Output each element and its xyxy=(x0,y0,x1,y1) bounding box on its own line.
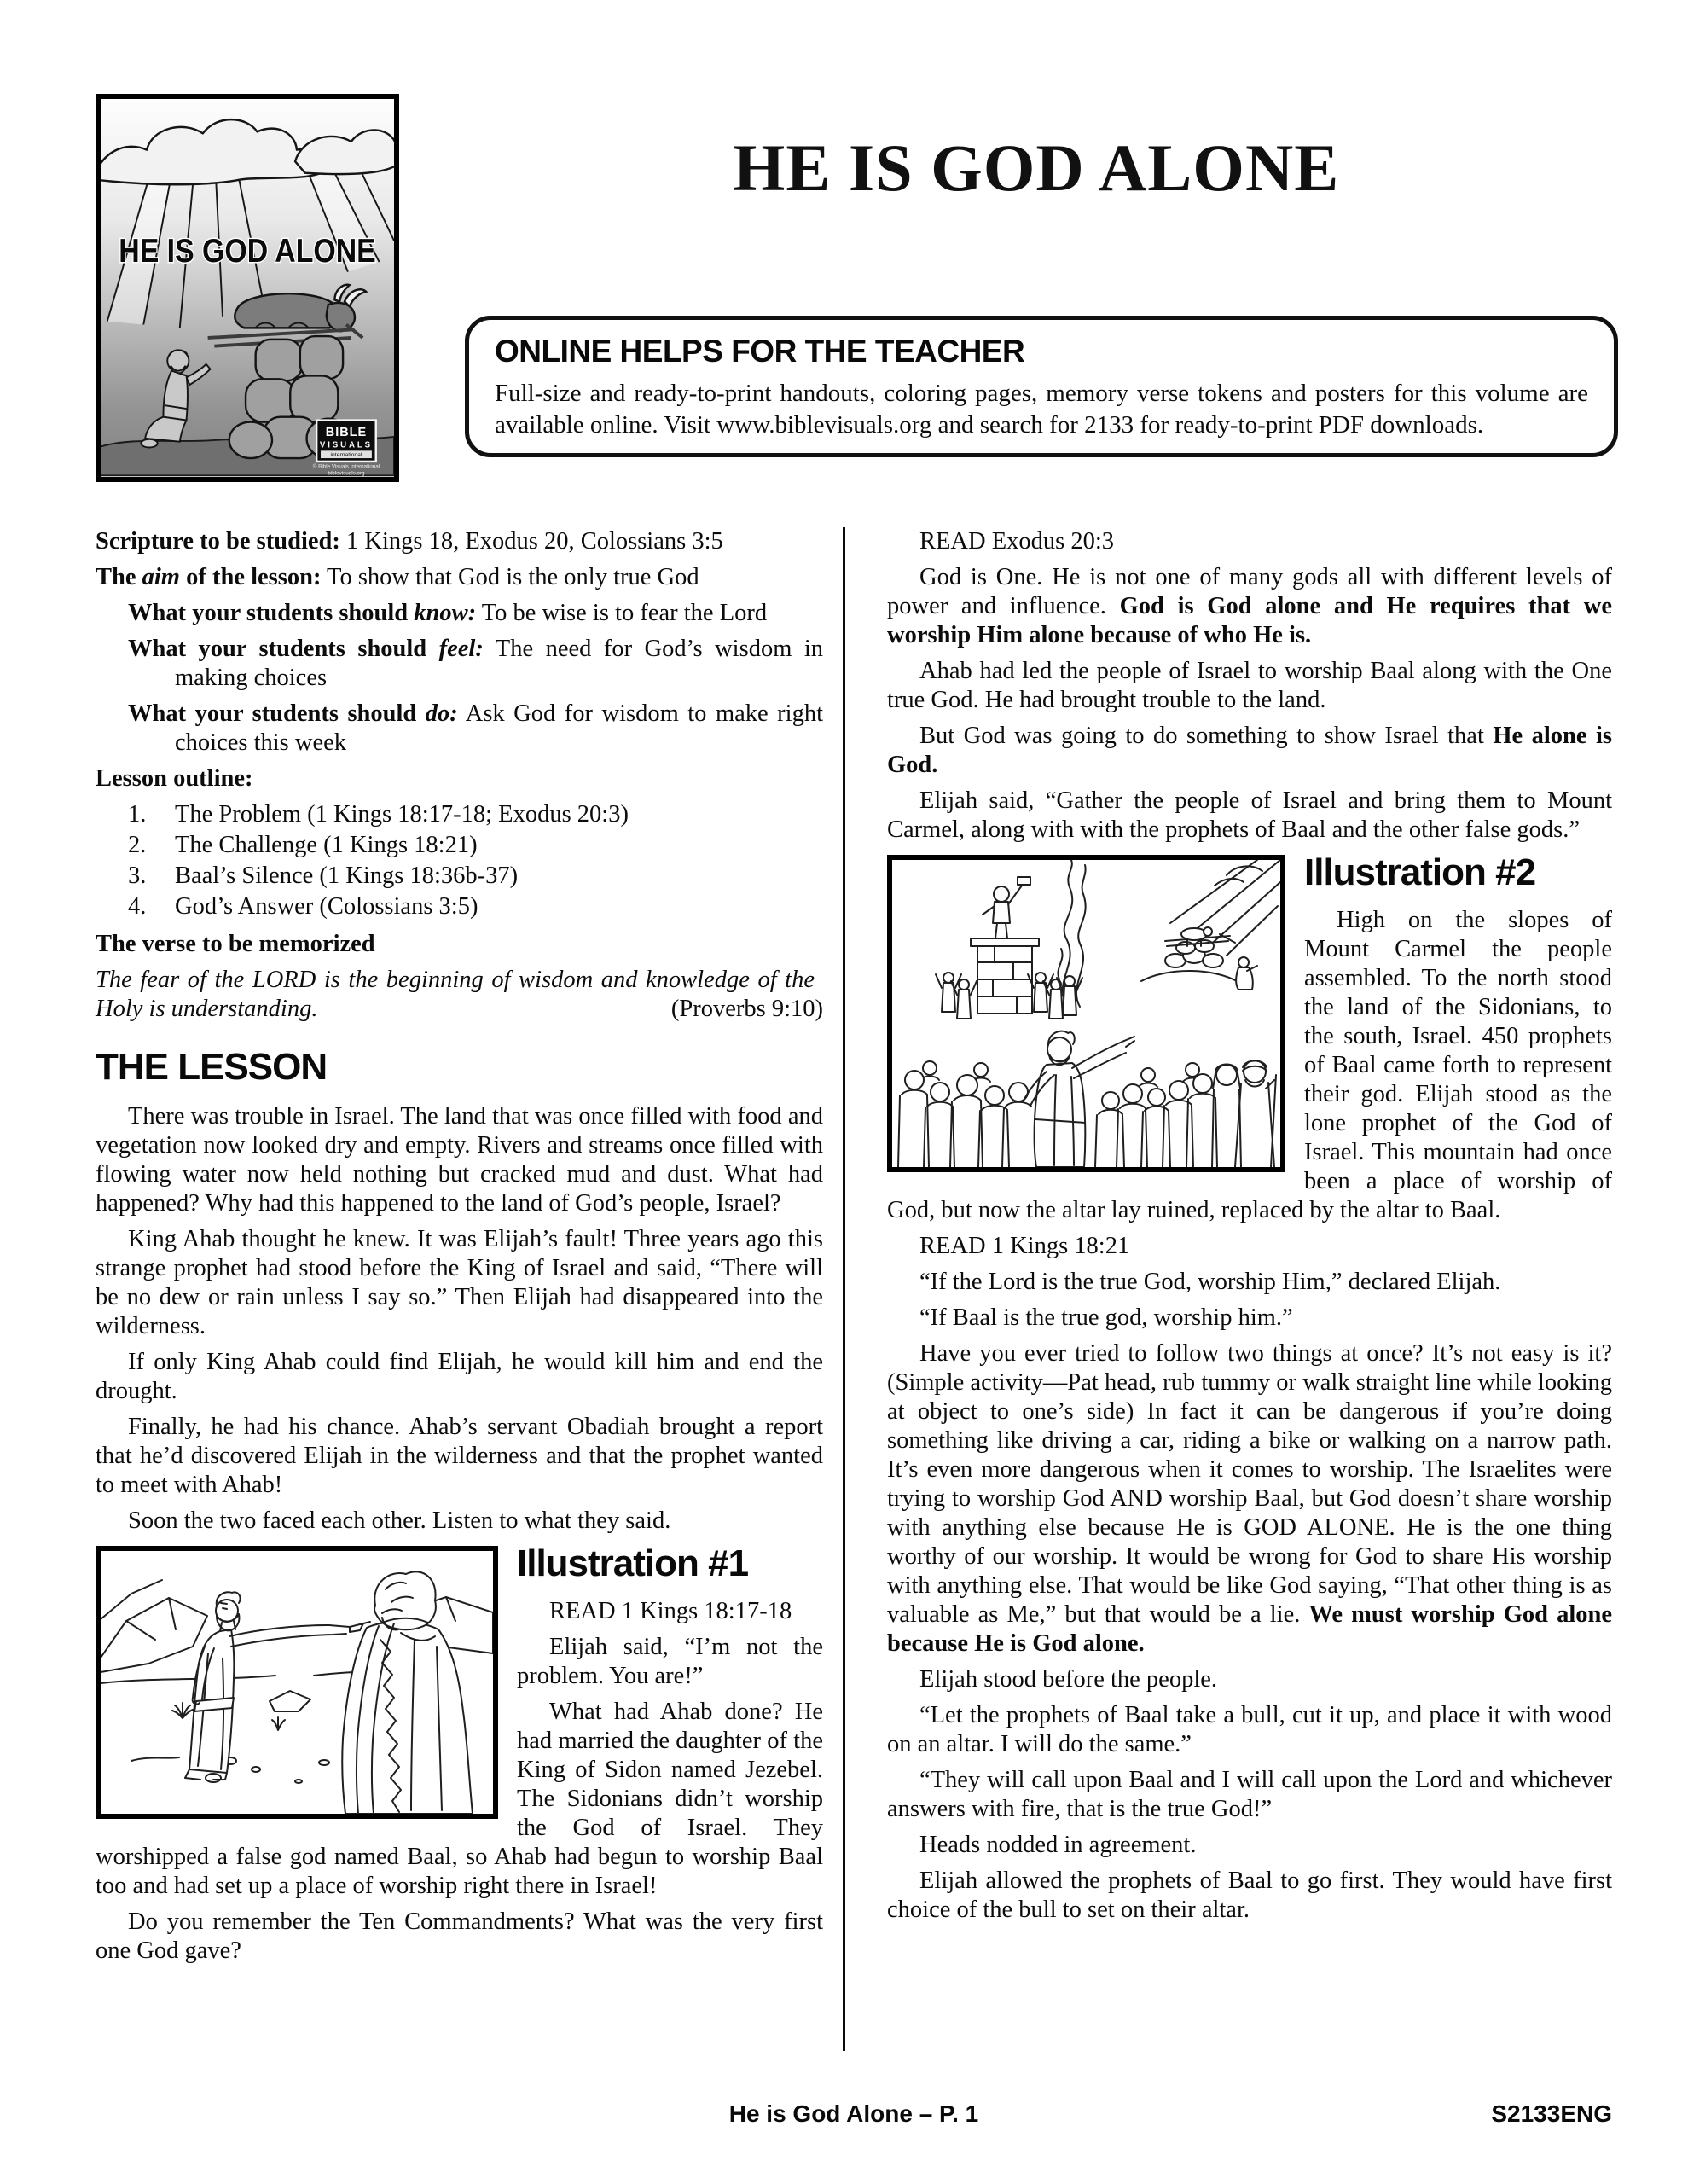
outline-item-number: 2. xyxy=(128,832,147,858)
feel-label: What your students should xyxy=(128,636,439,662)
know-value: To be wise is to fear the Lord xyxy=(476,600,768,626)
page-title: HE IS GOD ALONE xyxy=(733,131,1340,205)
outline-item xyxy=(96,800,823,829)
illustration-1-paragraph: Elijah said, “I’m not the problem. You are!” xyxy=(517,1634,823,1689)
memory-verse-text: The fear of the LORD is the beginning of wisdom and knowledge of the Holy is understanding. xyxy=(96,967,815,1022)
lesson-paragraph: King Ahab thought he knew. It was Elijah’s fault! Three years ago this strange prophet had stood before the King of Israel and said, “There will be no dew or rain unless I say so.” Then Elijah had disappeared into the wilderness. xyxy=(96,1226,823,1339)
aim-label-post: of the lesson: xyxy=(179,564,322,590)
illustration-2-image xyxy=(887,855,1285,1172)
scripture-label: Scripture to be studied: xyxy=(96,528,340,555)
paragraph-text: Have you ever tried to follow two things at once? It’s not easy is it? (Simple activity—Pat head, rub tummy or walk straight line while looking at object to one’s side) In fact it can be dangerous if you’re doing something like driving a car, riding a bike or walking on a narrow path. It’s even more dangerous when it comes to worship. The Israelites were trying to worship God AND worship Baal, but God doesn’t share worship with anything else because He is GOD ALONE. He is the one thing worthy of our worship. It would be wrong for God to share His worship with anything else. That would be like God saying, “That other thing is as valuable as Me,” but that would be a lie. xyxy=(887,1340,1612,1628)
lesson-outline xyxy=(96,800,823,921)
bible-visuals-logo xyxy=(313,421,380,477)
cover-art xyxy=(101,99,394,477)
do-label-em: do: xyxy=(425,700,458,727)
feel-label-em: feel: xyxy=(438,636,484,662)
know-label-em: know: xyxy=(414,600,477,626)
quote-paragraph: “If Baal is the true god, worship him.” xyxy=(919,1304,1293,1331)
cover-title: HE IS GOD ALONE xyxy=(119,233,376,270)
mount-carmel-assembly-drawing xyxy=(892,860,1280,1167)
body-paragraph xyxy=(887,563,1612,650)
cover-site: biblevisuals.org xyxy=(328,470,365,477)
illustration-1-paragraph: What had Ahab done? He had married the daughter of the King of Sidon named Jezebel. The Sidonians didn’t worship the God of Israel. They worshipped a false god named Baal, so Ahab had begun to worship Baal too and had set up a place of worship right there in Israel! xyxy=(96,1699,823,1899)
lesson-paragraph: Soon the two faced each other. Listen to what they said. xyxy=(128,1507,671,1534)
illustration-1-block xyxy=(96,1542,823,1972)
body-paragraph: Heads nodded in agreement. xyxy=(919,1832,1197,1858)
memory-verse-reference: (Proverbs 9:10) xyxy=(670,996,823,1022)
body-paragraph xyxy=(887,1339,1612,1658)
header xyxy=(0,0,1682,519)
footer-title: He is God Alone – P. 1 xyxy=(728,2100,979,2127)
body-paragraph xyxy=(887,722,1612,780)
body-paragraph: Ahab had led the people of Israel to worship Baal along with the One true God. He had brought trouble to the land. xyxy=(887,658,1612,713)
outline-item-text: The Challenge (1 Kings 18:21) xyxy=(175,832,478,858)
quote-paragraph: “Let the prophets of Baal take a bull, cut it up, and place it with wood on an altar. I will do the same.” xyxy=(887,1702,1612,1757)
quote-paragraph: “They will call upon Baal and I will call upon the Lord and whichever answers with fire, that is the true God!” xyxy=(887,1767,1612,1822)
outline-item-text: Baal’s Silence (1 Kings 18:36b-37) xyxy=(175,863,519,889)
outline-item-number: 4. xyxy=(128,893,147,920)
body-paragraph: Elijah allowed the prophets of Baal to go first. They would have first choice of the bull to set on their altar. xyxy=(887,1867,1612,1923)
do-label: What your students should xyxy=(128,700,426,727)
aim-label-em: aim xyxy=(142,564,180,590)
illustration-2-heading: Illustration #2 xyxy=(1304,851,1536,893)
outline-label: Lesson outline: xyxy=(96,765,253,792)
lesson-paragraph: Finally, he had his chance. Ahab’s servant Obadiah brought a report that he’d discovered Elijah in the wilderness and that the prophet wanted to meet with Ahab! xyxy=(96,1414,823,1498)
outline-item xyxy=(96,892,823,921)
memory-verse xyxy=(96,966,823,1024)
outline-item-text: The Problem (1 Kings 18:17-18; Exodus 20:3) xyxy=(175,801,629,828)
read-reference: READ Exodus 20:3 xyxy=(919,528,1114,555)
know-label: What your students should xyxy=(128,600,415,626)
elijah-confronts-ahab-drawing xyxy=(101,1551,493,1814)
paragraph-emphasis: He alone is God. xyxy=(887,723,1613,778)
aim-label-pre: The xyxy=(96,564,142,590)
outline-item xyxy=(96,862,823,891)
two-column-body xyxy=(0,527,1682,2051)
students-feel-line xyxy=(96,635,823,693)
cover-copyright: © Bible Visuals International xyxy=(312,463,380,470)
logo-word-bible: BIBLE xyxy=(325,425,368,439)
outline-item-text: God’s Answer (Colossians 3:5) xyxy=(175,893,478,920)
illustration-1-paragraph: Do you remember the Ten Commandments? What was the very first one God gave? xyxy=(96,1908,823,1964)
scripture-value: 1 Kings 18, Exodus 20, Colossians 3:5 xyxy=(339,528,723,555)
left-column xyxy=(96,527,845,2051)
illustration-2-paragraph: High on the slopes of Mount Carmel the people assembled. To the north stood the land of the Sidonians, to the south, Israel. 450 prophets of Baal came forth to represent their god. Elijah stood as the lone prophet of the God of Israel. This mountain had once been a place of worship of God, but now the altar lay ruined, replaced by the altar to Baal. xyxy=(887,907,1612,1223)
online-helps-box xyxy=(465,316,1618,457)
scripture-line xyxy=(96,527,823,556)
aim-line xyxy=(96,563,823,592)
feel-value: The need for God’s wisdom in making choices xyxy=(175,636,823,691)
body-paragraph: Elijah said, “Gather the people of Israel and bring them to Mount Carmel, along with with the prophets of Baal and the other false gods.” xyxy=(887,787,1612,843)
outline-item-number: 1. xyxy=(128,801,147,828)
do-value: Ask God for wisdom to make right choices this week xyxy=(175,700,823,756)
illustration-1-image xyxy=(96,1546,498,1819)
outline-item-number: 3. xyxy=(128,863,147,889)
quote-paragraph: “If the Lord is the true God, worship Him,” declared Elijah. xyxy=(919,1269,1501,1295)
body-paragraph: Elijah stood before the people. xyxy=(919,1666,1218,1693)
illustration-1-heading: Illustration #1 xyxy=(517,1542,749,1584)
lesson-paragraph: If only King Ahab could find Elijah, he would kill him and end the drought. xyxy=(96,1349,823,1404)
aim-value: To show that God is the only true God xyxy=(321,564,699,590)
paragraph-text: But God was going to do something to show Israel that xyxy=(919,723,1494,749)
students-do-line xyxy=(96,700,823,758)
paragraph-emphasis: We must worship God alone because He is God alone. xyxy=(887,1601,1612,1657)
right-column xyxy=(845,527,1612,2051)
the-lesson-heading: THE LESSON xyxy=(96,1046,328,1088)
students-know-line xyxy=(96,599,823,628)
helps-heading: ONLINE HELPS FOR THE TEACHER xyxy=(495,334,1025,369)
read-reference: READ 1 Kings 18:17-18 xyxy=(549,1598,792,1624)
footer-code: S2133ENG xyxy=(1491,2100,1612,2127)
read-reference: READ 1 Kings 18:21 xyxy=(919,1233,1130,1259)
lesson-paragraph: There was trouble in Israel. The land that was once filled with food and vegetation now looked dry and empty. Rivers and streams once filled with flowing water now held nothing but cracked mud and dust. What had happened? Why had this happened to the land of God’s people, Israel? xyxy=(96,1103,823,1217)
logo-word-visuals: VISUALS xyxy=(319,440,374,450)
logo-word-international: international xyxy=(330,452,362,459)
helps-body: Full-size and ready-to-print handouts, coloring pages, memory verse tokens and posters for this volume are available online. Visit www.biblevisuals.org and search for 2133 for ready-to-print PDF downloads. xyxy=(495,380,1588,439)
paragraph-emphasis: God is God alone and He requires that we worship Him alone because of who He is. xyxy=(887,593,1612,648)
illustration-2-block xyxy=(887,851,1612,1232)
outline-item xyxy=(96,831,823,860)
cover-thumbnail xyxy=(96,94,399,482)
page-footer xyxy=(96,2100,1612,2135)
verse-label: The verse to be memorized xyxy=(96,931,375,957)
paragraph-text: God is One. He is not one of many gods all with different levels of power and influence. xyxy=(887,564,1612,619)
